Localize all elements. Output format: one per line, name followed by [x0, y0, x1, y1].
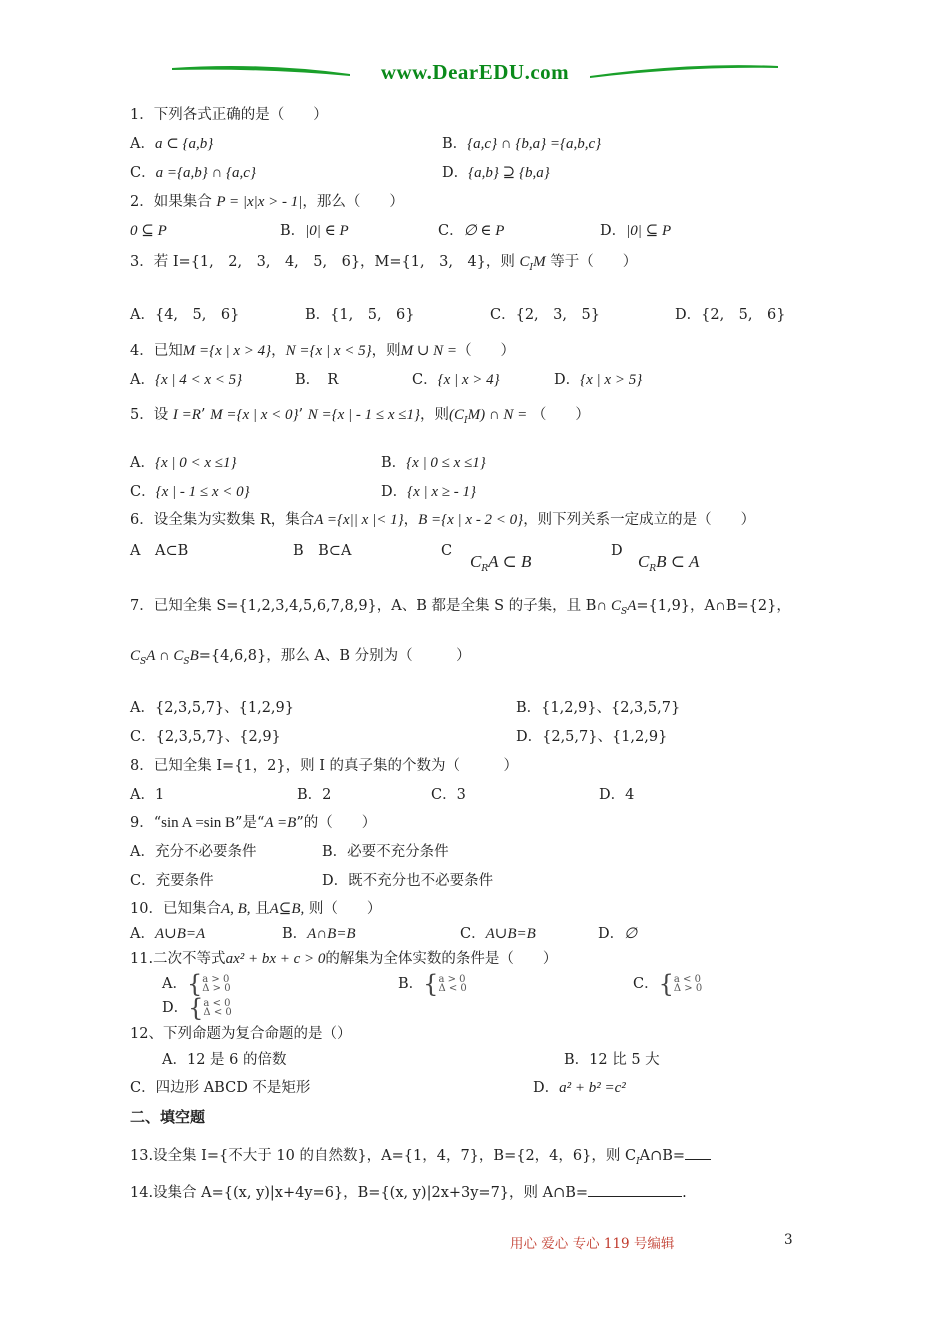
- section-title-fill-in: 二、填空题: [130, 1108, 206, 1126]
- q4-option-a: A．{x | 4 < x < 5}: [130, 372, 243, 388]
- page-number: 3: [784, 1232, 793, 1248]
- footer-credit: 用心 爱心 专心 119 号编辑: [510, 1236, 675, 1252]
- q7-option-b: B．{1,2,9}、{2,3,5,7}: [516, 700, 681, 716]
- q7-stem-line2: $C_SA$ ∩ $C_SB=\{4,6,8\}$，那么 A、B 分别为（ ）: [130, 648, 471, 667]
- q5-option-c: C．{x | - 1 ≤ x < 0}: [130, 484, 250, 500]
- q1-option-d: D．{a,b} ⊇ {b,a}: [442, 165, 550, 181]
- q2-option-b: B．|0| ∈ P: [280, 223, 349, 239]
- q4-option-c: C．{x | x > 4}: [412, 372, 500, 388]
- q8-stem: 8．已知全集 I={1，2}，则 I 的真子集的个数为（ ）: [130, 758, 519, 774]
- q12-option-b: B．12 比 5 大: [564, 1052, 660, 1068]
- q3-option-c: C．{2, 3, 5}: [490, 307, 600, 323]
- site-name: www.DearEDU.com: [380, 60, 570, 84]
- q10-option-a: A．A∪B=A: [130, 926, 206, 942]
- q4-option-d: D．{x | x > 5}: [554, 372, 643, 388]
- q11-option-a: A．{a > 0 Δ > 0: [162, 970, 231, 998]
- q6-option-d-math: $C_RB$ ⊂ A: [638, 552, 700, 574]
- q14-answer-blank[interactable]: [588, 1182, 682, 1197]
- q5-option-a: A．{x | 0 < x ≤1}: [130, 455, 237, 471]
- q4-stem: 4．已知M ={x | x > 4}，N ={x | x < 5}，则M ∪ N =（ ）: [130, 343, 516, 359]
- q11-option-d: D．{a < 0 Δ < 0: [162, 994, 232, 1022]
- q9-stem: 9．“sin A =sin B”是“A =B”的（ ）: [130, 815, 377, 831]
- q2-option-d: D．|0| ⊆ P: [600, 223, 672, 239]
- q4-option-b: B． R: [295, 372, 339, 388]
- q1-option-c: C．a ={a,b} ∩ {a,c}: [130, 165, 256, 181]
- q6-option-c: C: [441, 543, 453, 559]
- q10-option-b: B．A∩B=B: [282, 926, 356, 942]
- q10-option-c: C．A∪B=B: [460, 926, 536, 942]
- q11-option-b: B．{a > 0 Δ < 0: [398, 970, 467, 998]
- q1-option-a: A．a ⊂ {a,b}: [130, 136, 214, 152]
- q3-option-d: D．{2, 5, 6}: [675, 307, 786, 323]
- q9-option-a: A．充分不必要条件: [130, 844, 257, 860]
- q12-stem: 12、下列命题为复合命题的是（）: [130, 1026, 352, 1042]
- q11-stem: 11.二次不等式ax² + bx + c > 0的解集为全体实数的条件是（ ）: [130, 951, 558, 967]
- q6-option-c-math: $C_RA$ ⊂ B: [470, 552, 532, 574]
- q2-option-a: 0 ⊆ P: [130, 223, 167, 239]
- q3-stem: 3．若 I={1, 2, 3, 4, 5, 6}，M={1, 3, 4}，则 $C_IM$ 等于（ ）: [130, 254, 638, 273]
- q7-option-d: D．{2,5,7}、{1,2,9}: [516, 729, 668, 745]
- q6-option-b: B B⊂A: [293, 543, 352, 559]
- q1-option-b: B．{a,c} ∩ {b,a} ={a,b,c}: [442, 136, 602, 152]
- q9-option-c: C．充要条件: [130, 873, 214, 889]
- q6-option-a: A A⊂B: [130, 543, 189, 559]
- q9-option-b: B．必要不充分条件: [322, 844, 449, 860]
- q6-stem: 6．设全集为实数集 R，集合A ={x|| x |< 1}，B ={x | x - 2 < 0}，则下列关系一定成立的是（ ）: [130, 512, 756, 528]
- q10-stem: 10．已知集合A, B, 且A⊆B, 则（ ）: [130, 901, 382, 917]
- q5-option-d: D．{x | x ≥ - 1}: [381, 484, 477, 500]
- q8-option-a: A．1: [130, 787, 165, 803]
- site-header-banner: [170, 52, 780, 92]
- q12-option-a: A．12 是 6 的倍数: [162, 1052, 287, 1068]
- q7-stem: 7．已知全集 S={1,2,3,4,5,6,7,8,9}，A、B 都是全集 S 的子集，且 B∩ $C_SA=\{1,9\}$，A∩B={2}，: [130, 598, 791, 617]
- q8-option-b: B．2: [297, 787, 332, 803]
- q7-option-c: C．{2,3,5,7}、{2,9}: [130, 729, 281, 745]
- q8-option-d: D．4: [599, 787, 635, 803]
- q5-option-b: B．{x | 0 ≤ x ≤1}: [381, 455, 486, 471]
- q9-option-d: D．既不充分也不必要条件: [322, 873, 494, 889]
- q5-stem: 5．设 I =R’ M ={x | x < 0}’ N ={x | - 1 ≤ x ≤1}，则$(C_IM)$ ∩ N = （ ）: [130, 407, 590, 426]
- q13-text: 13.设全集 I={不大于 10 的自然数}，A={1，4，7}，B={2，4，6}，则 $C_IA\cap B=$: [130, 1145, 711, 1168]
- q12-option-d: D．a² + b² =c²: [533, 1080, 626, 1096]
- q14-text: 14.设集合 A={(x, y)|x+4y=6}，B={(x, y)|2x+3y=7}，则 A∩B= .: [130, 1182, 687, 1203]
- q13-answer-blank[interactable]: [685, 1145, 711, 1160]
- q3-option-a: A．{4, 5, 6}: [130, 307, 240, 323]
- q6-option-d: D: [611, 543, 623, 559]
- q8-option-c: C．3: [431, 787, 466, 803]
- q3-option-b: B．{1, 5, 6}: [305, 307, 415, 323]
- q2-option-c: C．∅ ∈ P: [438, 223, 505, 239]
- q1-stem: 1．下列各式正确的是（ ）: [130, 107, 328, 123]
- q10-option-d: D．∅: [598, 926, 638, 942]
- q7-option-a: A．{2,3,5,7}、{1,2,9}: [130, 700, 294, 716]
- q2-stem: 2．如果集合 P = |x|x > - 1|，那么（ ）: [130, 194, 404, 210]
- q12-option-c: C．四边形 ABCD 不是矩形: [130, 1080, 311, 1096]
- q11-option-c: C．{a < 0 Δ > 0: [633, 970, 703, 998]
